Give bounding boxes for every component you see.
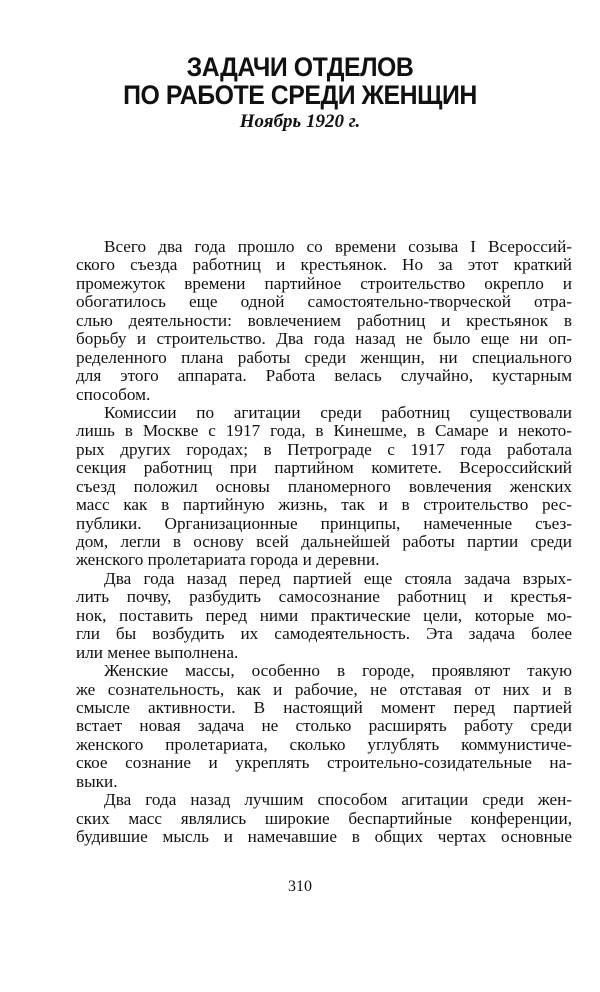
text-line: съезд положил основы планомерного вовлечения женских (76, 476, 572, 496)
text-line: борьбу и строительство. Два года назад не было еще ни оп- (76, 329, 572, 349)
title-line-1: ЗАДАЧИ ОТДЕЛОВ (186, 52, 414, 82)
text-line: лишь в Москве с 1917 года, в Кинешме, в Самаре и некото- (76, 421, 572, 441)
text-line: встает новая задача не столько расширять работу среди (76, 716, 572, 736)
text-line: рых других городах; в Петрограде с 1917 года работала (76, 439, 572, 459)
text-line: ского съезда работниц и крестьянок. Но за этот краткий (76, 255, 572, 275)
text-line: нок, поставить перед ними практические цели, которые мо- (76, 605, 572, 625)
text-line: промежуток времени партийное строительство окрепло и (76, 273, 572, 293)
text-line: ское сознание и укреплять строительно-созидательные на- (76, 753, 572, 773)
text-line: для этого аппарата. Работа велась случайно, кустарным (76, 366, 572, 386)
text-line: гли бы возбудить их самодеятельность. Эта задача более (76, 624, 572, 644)
page-number: 310 (288, 878, 312, 895)
text-line: Два года назад лучшим способом агитации среди жен- (104, 790, 572, 810)
text-line: Всего два года прошло со времени созыва I Всероссий- (104, 237, 572, 256)
text-line: смысле активности. В настоящий момент перед партией (76, 697, 572, 717)
text-line: секция работниц при партийном комитете. Всероссийский (76, 458, 572, 478)
text-line: лить почву, разбудить самосознание работниц и крестья- (76, 587, 572, 607)
text-line: же сознательность, как и рабочие, не отставая от них и в (76, 679, 572, 699)
text-line: Два года назад перед партией еще стояла задача взрых- (104, 568, 572, 588)
text-line: ределенного плана работы среди женщин, ни специального (76, 347, 572, 367)
text-line: Женские массы, особенно в городе, проявляют такую (104, 661, 572, 681)
date-subtitle: Ноябрь 1920 г. (239, 111, 361, 132)
text-line: женского пролетариата, сколько углублять коммунистиче- (76, 734, 572, 754)
text-line: ских масс являлись широкие беспартийные конференции, (76, 808, 572, 828)
text-line: выки. (76, 771, 118, 791)
text-line: публики. Организационные принципы, намеченные съез- (76, 513, 572, 533)
text-line: дом, легли в основу всей дальнейшей работы партии среди (76, 532, 572, 551)
article-body (76, 238, 572, 846)
text-line: Комиссии по агитации среди работниц существовали (104, 402, 572, 422)
text-line: будившие мысль и намечавшие в общих чертах основные (76, 827, 572, 846)
text-line: обогатилось еще одной самостоятельно-творческой отра- (76, 292, 572, 312)
text-line: женского пролетариата города и деревни. (76, 550, 380, 570)
title-line-2: ПО РАБОТЕ СРЕДИ ЖЕНЩИН (123, 80, 477, 110)
text-line: или менее выполнена. (76, 642, 239, 662)
text-line: слью деятельности: вовлечением работниц и крестьянок в (76, 310, 572, 330)
text-line: масс как в партийную жизнь, так и в строительство рес- (76, 495, 572, 515)
text-line: способом. (76, 384, 151, 404)
